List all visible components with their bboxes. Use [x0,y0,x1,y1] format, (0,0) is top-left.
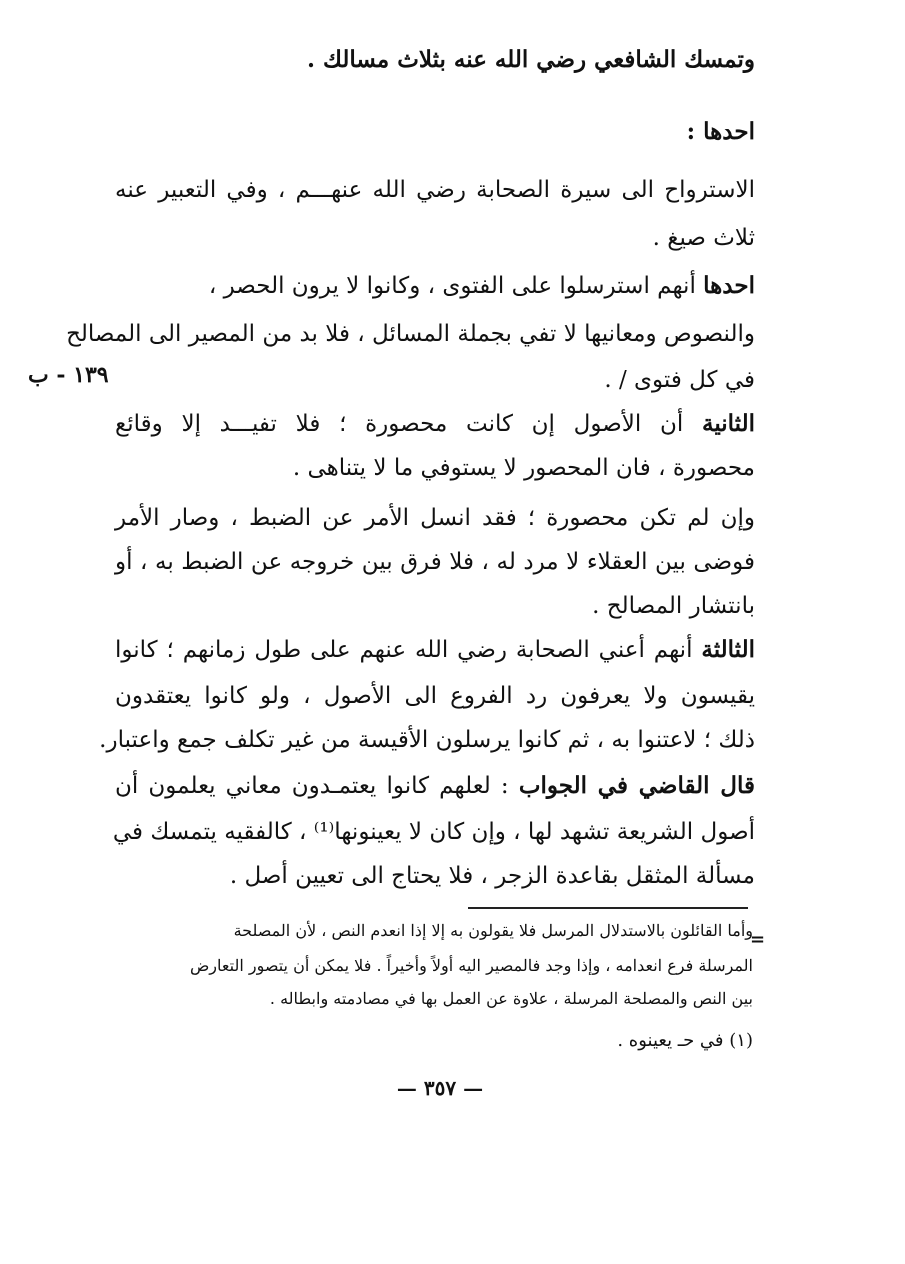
footnote-line: بين النص والمصلحة المرسلة ، علاوة عن العمل بها في مصادمته وابطاله . [269,989,753,1008]
footnote-line: المرسلة فرع انعدامه ، وإذا وجد فالمصير اليه أولاً وأخيراً . فلا يمكن أن يتصور التعارض [189,956,753,975]
page-number: — ٣٥٧ — [396,1076,484,1100]
paragraph-second [115,408,755,440]
body-line: بانتشار المصالح . [592,593,755,619]
body-line: أصول الشريعة تشهد لها ، وإن كان لا يعينونها⁽¹⁾ ، كالفقيه يتمسك في [112,819,755,845]
footnote-continuation-mark: = [750,929,766,950]
body-text: أنهم أعني الصحابة رضي الله عنهم على طول زمانهم ؛ كانوا [115,637,693,663]
lead-word-qadi: قال القاضي في الجواب [518,772,756,799]
body-line: ثلاث صيغ . [652,225,755,251]
body-line: والنصوص ومعانيها لا تفي بجملة المسائل ، فلا بد من المصير الى المصالح [66,321,755,347]
footnote-separator [468,907,748,909]
body-line: مسألة المثقل بقاعدة الزجر ، فلا يحتاج الى تعيين أصل . [229,863,755,889]
body-line: في كل فتوى / . [604,367,755,393]
body-line: فوضى بين العقلاء لا مرد له ، فلا فرق بين خروجه عن الضبط به ، أو [115,549,755,575]
body-text: أنهم استرسلوا على الفتوى ، وكانوا لا يرون الحصر ، [208,273,696,299]
lead-word-first: احدها [703,272,755,299]
body-line: محصورة ، فان المحصور لا يستوفي ما لا يتناهى . [292,455,755,481]
body-text: : لعلهم كانوا يعتمـدون معاني يعلمون أن [115,773,509,799]
lead-word-third: الثالثة [701,636,755,663]
body-line: يقيسون ولا يعرفون رد الفروع الى الأصول ، ولو كانوا يعتقدون [115,683,755,709]
lead-word-second: الثانية [701,410,756,437]
body-line: الاسترواح الى سيرة الصحابة رضي الله عنهـــم ، وفي التعبير عنه [115,177,755,203]
paragraph-third [115,634,755,666]
footnote-line: وأما القائلون بالاستدلال المرسل فلا يقولون به إلا إذا انعدم النص ، لأن المصلحة [233,921,753,940]
body-text: أن الأصول إن كانت محصورة ؛ فلا تفيـــد إلا وقائع [115,411,684,437]
opening-line: وتمسك الشافعي رضي الله عنه بثلاث مسالك . [306,46,755,73]
marginal-folio-note: ١٣٩ - ب [28,362,109,388]
paragraph-qadi [115,770,755,802]
body-line: ذلك ؛ لاعتنوا به ، ثم كانوا يرسلون الأقيسة من غير تكلف جمع واعتبار. [99,727,755,753]
footnote-variant-reading: (١) في حـ يعينوه . [617,1030,753,1051]
body-line: وإن لم تكن محصورة ؛ فقد انسل الأمر عن الضبط ، وصار الأمر [115,505,755,531]
paragraph-first [115,270,755,302]
section-heading: احدها : [686,118,755,145]
